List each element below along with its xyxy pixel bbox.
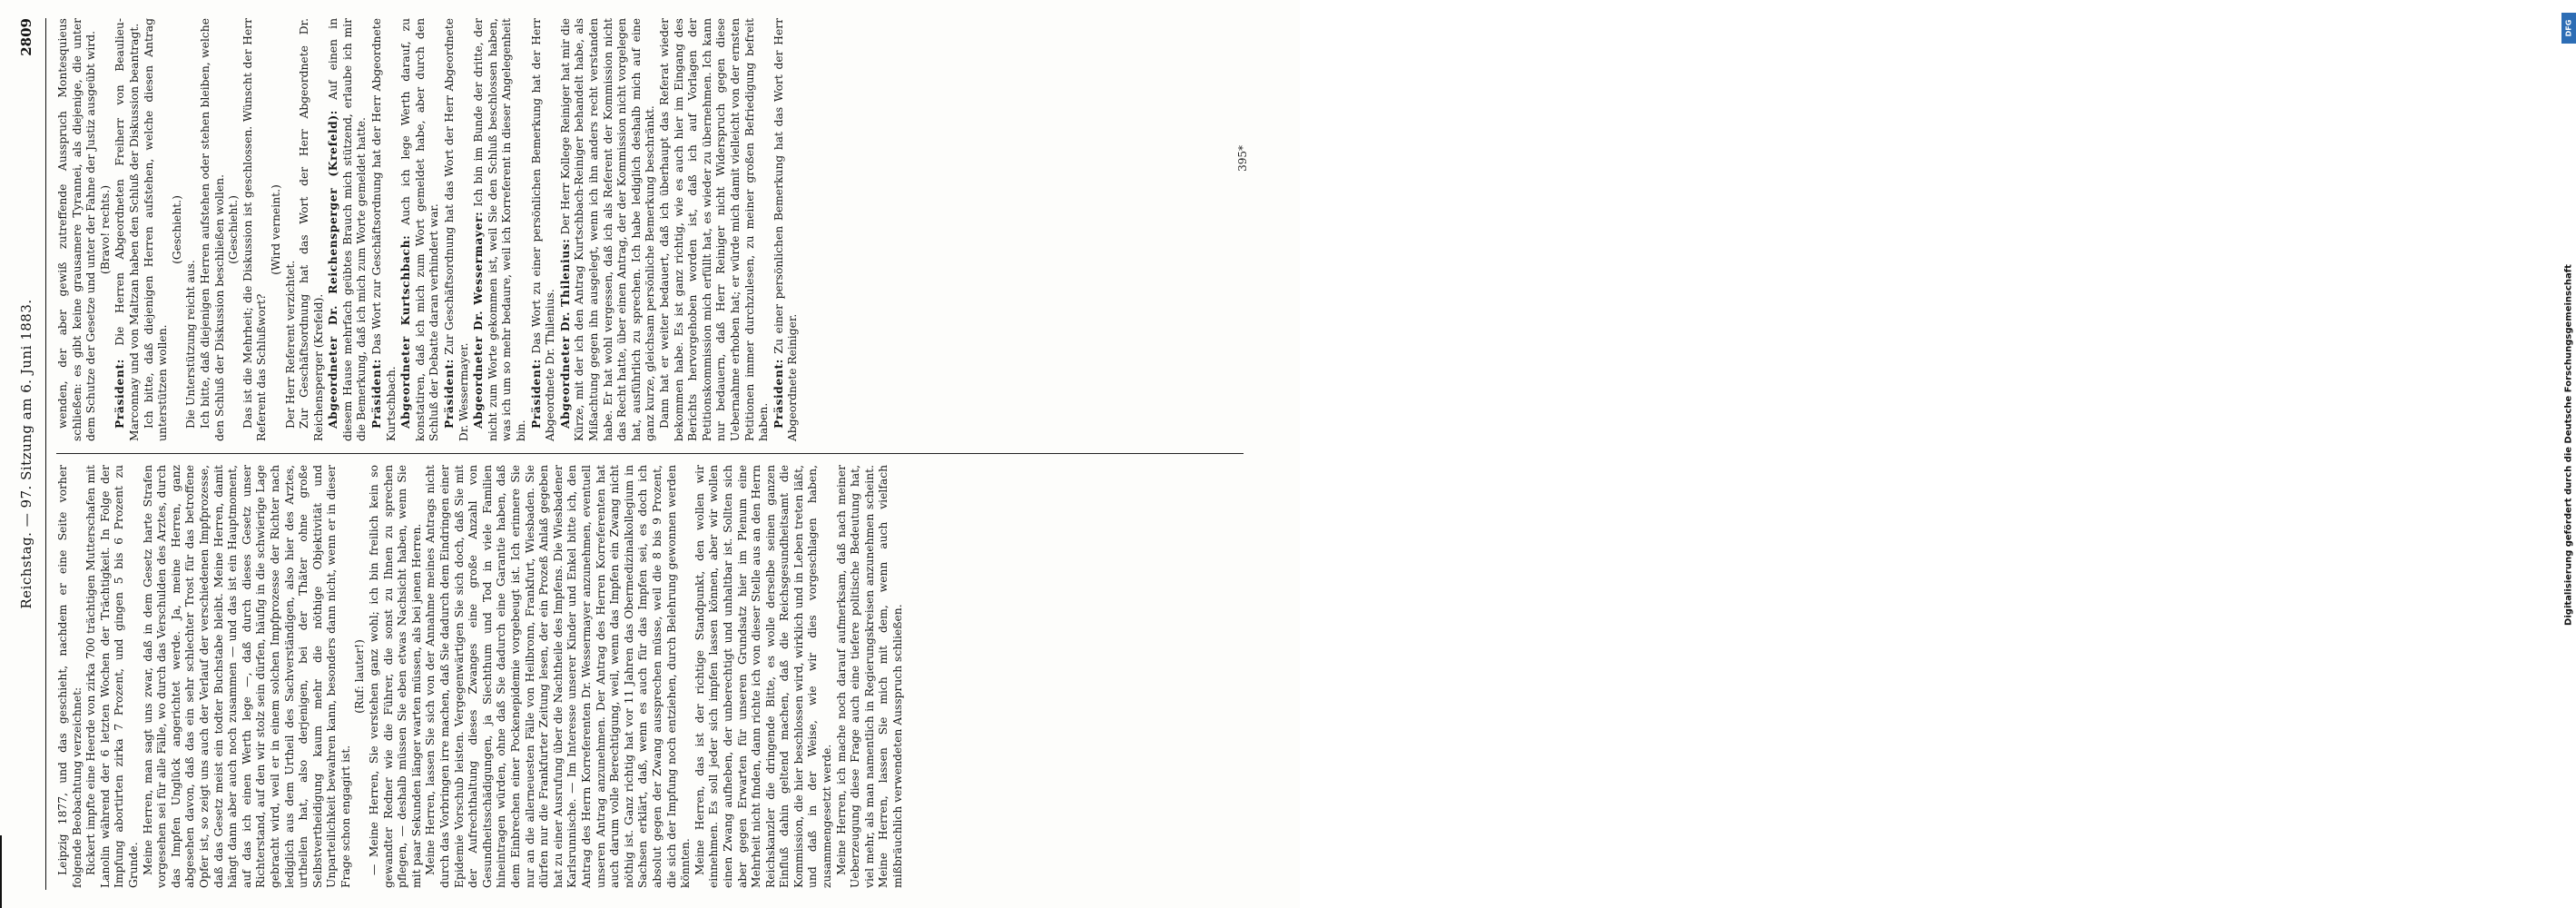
left-paragraph: Meine Herren, lassen Sie sich von der Annahme meines Antrags nicht durch das Vorbringen irre machen, daß Sie dadurch dem Eindringen einer Epidemie Vorschub leisten. Vergegenwärtigen Sie sich doch, daß Sie mit der Aufrechthaltung dieses Zwanges eine große Anzahl von Gesundheitsschädigungen, ja Siechthum und Tod in viele Familien hineintragen würden, ohne daß Sie dadurch eine Garantie haben, daß dem Einbrechen einer Pockenepidemie vorgebeugt ist. Ich erinnere Sie nur an die allerneuesten Fälle von Heilbronn, Frankfurt, Wiesbaden. Sie dürfen nur die Frankfurter Zeitung lesen, der ein Prozeß Anlaß gegeben hat zu einer Ausrufung über die Nachtheile des Impfens. Die Wiesbadener Karlsrunnische. — Im Interesse unserer Kinder und Enkel bitte ich, den Antrag des Herrn Korreferenten Dr. Wessermayer anzunehmen, eventuell unseren Antrag anzunehmen. Der Antrag des Herren Korreferenten hat auch darum volle Berechtigung, weil, wenn das Impfen ein Zwang nicht nöthig ist. Ganz richtig hat vor 11 Jahren das Obermedizinalkollegium in Sachsen erklärt, daß, wenn es auch für das Impfen sei, es doch ich absolut gegen der Zwang aussprechen müsse, weil die 8 bis 9 Prozent, die sich der Impfung noch entziehen, durch Belehrung gewonnen werden könnten. [424,465,693,888]
right-paragraph [143,18,171,441]
speech-text: Zur Geschäftsordnung hat das Wort der Herr Abgeordnete Dr. Wessermayer. [443,18,470,441]
speaker-name: Abgeordneter Dr. Thilenius: [557,238,572,429]
speech-paragraph [442,18,471,441]
right-paragraph [241,18,270,441]
right-paragraph [199,18,227,441]
speech-text: Zu einer persönlichen Bemerkung hat das Wort der Herr Abgeordnete Reiniger. [772,18,800,441]
speech-paragraph [529,18,558,441]
speech-text: Das Wort zu einer persönlichen Bemerkung hat der Herr Abgeordnete Dr. Thilenius. [529,18,557,441]
column-divider [56,453,1244,454]
speech-paragraph [772,18,801,441]
speech-text: Auch ich lege Werth darauf, zu konstatiren, daß ich mich zum Wort gemeldet habe, aber durch den Schluß der Debatte daran verhindert war. [399,18,441,441]
right-paragraph [99,18,113,441]
corner-rule [0,835,2,908]
speech-paragraph [398,18,442,441]
left-paragraph: Meine Herren, das ist der richtige Standpunkt, den wollen wir einnehmen. Es soll jeder sich impfen lassen können, aber wir wollen einen Zwang aufheben, der unberechtigt und unhaltbar ist. Sollten sich aber gegen Erwarten für unseren Grundsatz hier im Plenum eine Mehrheit nicht finden, dann richte ich von dieser Stelle aus an den Herrn Reichskanzler die dringende Bitte, es wolle derselbe seinen ganzen Einfluß dahin geltend machen, daß die Reichsgesundheitsamt die Kommission, die hier beschlossen wird, wirklich und in Leben treten läßt, und daß in der Weise, wie wir dies vorgeschlagen haben, zusammengesetzt werde. [693,465,834,888]
right-paragraph [227,18,241,441]
speech-paragraph [326,18,369,441]
speaker-name: Präsident: [113,359,127,429]
speaker-name: Abgeordneter Dr. Wessermayer: [471,211,486,429]
speech-text: (Geschieht.) [170,195,183,264]
right-paragraph [270,18,284,441]
left-paragraph: Rickert impfte eine Heerde von zirka 700 trächtigen Mutterschafen mit Lanolin während der 6 letzten Wochen der Trächtigkeit. In Folge der Impfung abortirten zirka 7 Prozent, und gingen 5 bis 6 Prozent zu Grunde. [84,465,140,888]
left-paragraph: Meine Herren, ich mache noch darauf aufmerksam, daß nach meiner Ueberzeugung diese Frage auch eine tiefere politische Bedeutung hat, viel mehr, als man namentlich in Regierungskreisen anzunehmen scheint. Meine Herren, lassen Sie mich mit dem, wenn auch vielfach mißbräuchlich verwendeten Ausspruch schließen. [834,465,905,888]
speech-text: Der Herr Referent verzichtet. [283,260,297,429]
right-paragraph [658,18,772,441]
speech-text: Ich bin im Bunde der dritte, der nicht zum Worte gekommen ist, weil Sie den Schluß beschlossen haben, was ich um so mehr bedaure, weil ich Korreferent in dieser Angelegenheit bin. [472,18,527,441]
speaker-name: Abgeordneter Kurtschbach: [398,234,413,429]
speech-text: Zur Geschäftsordnung hat das Wort der Herr Abgeordnete Dr. Reichensperger (Krefeld). [298,18,325,441]
left-paragraph: (Ruf: lauter!) [353,639,367,714]
speech-text: Die Unterstützung reicht aus. [184,260,198,429]
speech-text: Die Herren Abgeordneten Freiherr von Beaulieu-Marconnay und von Maltzan haben den Schluß der Diskussion beantragt. [113,18,141,441]
speaker-name: Abgeordneter Dr. Reichensperger (Krefeld): [326,110,340,429]
left-paragraph: — Meine Herren, Sie verstehen ganz wohl; ich bin freilich kein so gewandter Redner wie die Führer, die sonst zu Ihnen zu sprechen pflegen, — deshalb müssen Sie eben etwas Nachsicht haben, wenn Sie mit paar Sekunden länger warten müssen, als bei jenen Herren. [368,465,423,888]
speech-text: Das Wort zur Geschäftsordnung hat der Herr Abgeordnete Kurtschbach. [370,18,398,441]
right-paragraph [184,18,199,441]
dfg-funding-note: Digitalisierung gefördert durch die Deutsche Forschungsgemeinschaft [2563,264,2574,626]
speech-paragraph [369,18,398,441]
speech-text: (Wird verneint.) [269,184,282,275]
speech-text: Ich bitte, daß diejenigen Herren aufstehen oder stehen bleiben, welche den Schluß der Diskussion beschließen wollen. [198,18,226,441]
header-title: Reichstag. — 97. Sitzung am 6. Juni 1883. [18,299,34,609]
signature-mark: 395* [1236,145,1249,172]
speech-text: Ich bitte, daß diejenigen Herren aufstehen, welche diesen Antrag unterstützen wollen. [142,18,170,441]
right-paragraph [56,18,99,441]
right-paragraph [298,18,326,441]
header-rule [45,18,46,890]
dfg-logo: DFG [2561,13,2576,44]
speech-text: Das ist die Mehrheit; die Diskussion ist geschlossen. Wünscht der Herr Referent das Schlußwort? [241,18,269,441]
right-paragraph [171,18,185,441]
speech-text: Auf einen in diesem Hause mehrfach geübtes Brauch mich stützend, erlaube ich mir die Bemerkung, daß ich mich zum Worte gemeldet hatte. [327,18,369,441]
speech-text: Der Herr Kollege Reiniger hat mir die Kürze, mit der ich den Antrag Kurtschbach-Reiniger behandelt habe, als Mißachtung gegen ihn ausgelegt, wenn ich ihn anders recht verstanden habe. Er hat wohl vergessen, daß ich als Referent der Kommission nicht das Recht hatte, über einen Antrag, der der Kommission nicht vorgelegen hat, ausführlich zu sprechen. Ich habe lediglich deshalb mich auf eine ganz kurze, gleichsam persönliche Bemerkung beschränkt. [558,18,657,441]
left-paragraph: Leipzig 1877, und das geschieht, nachdem er eine Seite vorher folgende Beobachtung verzeichnet: [56,465,84,888]
speaker-name: Präsident: [528,359,543,429]
running-header [18,18,47,890]
right-paragraph [284,18,299,441]
digitization-strip [1278,0,2574,908]
speaker-name: Präsident: [771,359,785,429]
right-column [56,18,1253,441]
speaker-name: Präsident: [442,359,457,429]
speech-paragraph [471,18,528,441]
rotated-sheet [0,0,1271,908]
speech-paragraph [558,18,658,441]
speaker-name: Präsident: [369,359,384,429]
speech-text: Dann hat er weiter bedauert, daß ich überhaupt das Referat wieder bekommen habe. Es ist ganz richtig, wie es auch hier im Eingang des Berichts hervorgehoben worden ist, daß ich auf Vorlagen der Petitionskommission mich erfüllt hat, es wieder zu übernehmen. Ich kann nur bedauern, daß Herr Reiniger nicht Widerspruch gegen diese Uebernahme erhoben hat; er würde mich damit vielleicht von der ernsten Petitionen immer durchzulesen, zu meiner großen Befriedigung befreit haben. [657,18,771,441]
page-number: 2809 [18,18,34,56]
speech-text: (Bravo! rechts.) [98,184,112,275]
speech-text: wenden, der aber gewiß zutreffende Ausspruch Montesquieus schließen: es gibt keine grausamere Tyrannei, als diejenige, die unter dem Schutze der Gesetze und unter der Fahne der Justiz ausgeübt wird. [56,18,98,441]
left-column [56,465,1253,888]
speech-paragraph [113,18,142,441]
left-paragraph: Meine Herren, man sagt uns zwar, daß in dem Gesetz harte Strafen vorgesehen sei für alle Fälle, wo durch das Verschulden des Arztes, durch das Impfen Unglück angerichtet werde. Ja, meine Herren, ganz abgesehen davon, daß das ein sehr schlechter Trost für das betroffene Opfer ist, so zeigt uns auch der Verlauf der verschiedenen Impfprozesse, daß das Gesetz meist ein todter Buchstabe bleibt. Meine Herren, damit hängt dann aber auch noch zusammen — und das ist ein Hauptmoment, auf das ich einen Werth lege —, daß durch dieses Gesetz unser Richterstand, auf den wir stolz sein dürfen, häufig in die schwierige Lage gebracht wird, weil er in einem solchen Impfprozesse der Richter nach lediglich aus dem Urtheil des Sachverständigen, also hier des Arztes, urtheilen hat, also derjenigen, bei der Thäter ohne große Selbstvertheidigung kaum mehr die nöthige Objektivität und Unparteilichkeit bewahren kann, besonders dann nicht, wenn er in dieser Frage schon engagirt ist. [141,465,352,888]
speech-text: (Geschieht.) [227,195,241,264]
